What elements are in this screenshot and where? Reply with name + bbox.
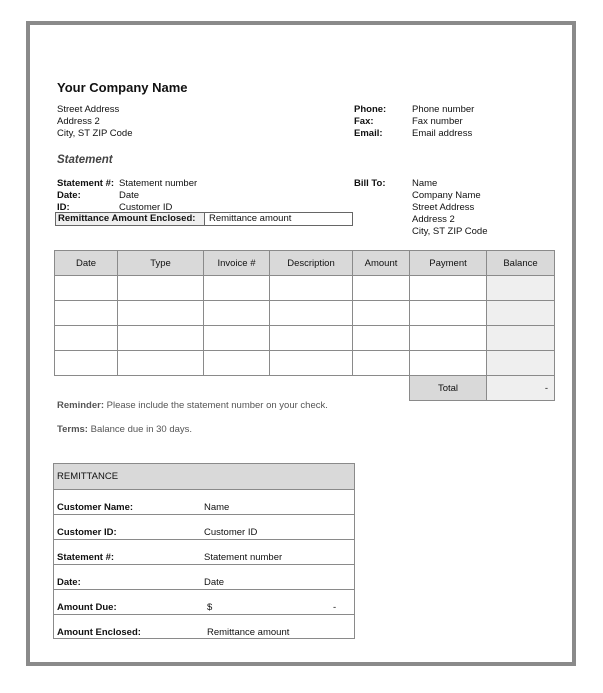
- statement-date-value: Date: [119, 190, 140, 201]
- email-value: Email address: [412, 128, 473, 139]
- remittance-label: Statement #:: [57, 552, 115, 563]
- table-row: [55, 301, 555, 326]
- fax-label: Fax:: [354, 116, 374, 127]
- remittance-label: Customer Name:: [57, 502, 134, 513]
- remittance-label: Date:: [57, 577, 81, 588]
- remittance-value[interactable]: Customer ID: [204, 527, 258, 538]
- statement-number-label: Statement #:: [57, 178, 115, 189]
- remittance-label: Amount Enclosed:: [57, 627, 141, 638]
- col-header-type: Type: [118, 251, 204, 276]
- company-street: Street Address: [57, 104, 120, 115]
- table-cell[interactable]: [410, 276, 487, 301]
- statement-table: [54, 250, 555, 401]
- remittance-header: REMITTANCE: [54, 464, 354, 490]
- col-header-description: Description: [270, 251, 353, 276]
- col-header-amount: Amount: [353, 251, 410, 276]
- fax-value: Fax number: [412, 116, 463, 127]
- phone-label: Phone:: [354, 104, 387, 115]
- terms-label: Terms:: [57, 424, 88, 435]
- col-header-payment: Payment: [410, 251, 487, 276]
- remittance-enclosed-field[interactable]: [55, 212, 353, 226]
- table-cell[interactable]: [410, 326, 487, 351]
- terms-text: Balance due in 30 days.: [87, 424, 193, 435]
- statement-date-label: Date:: [57, 190, 81, 201]
- table-cell[interactable]: [55, 326, 118, 351]
- remittance-row-customer-id: [54, 515, 354, 540]
- remittance-enclosed-label: Remittance Amount Enclosed:: [56, 213, 205, 225]
- phone-value: Phone number: [412, 104, 475, 115]
- remittance-value[interactable]: Date: [204, 577, 225, 588]
- terms-note: [57, 424, 192, 435]
- table-row: [55, 351, 555, 376]
- remittance-amount-dash: -: [333, 602, 337, 613]
- email-label: Email:: [354, 128, 383, 139]
- reminder-note: [57, 400, 328, 411]
- table-cell[interactable]: [204, 351, 270, 376]
- table-total-row: [55, 376, 555, 401]
- remittance-value[interactable]: Name: [204, 502, 230, 513]
- remittance-row-customer-name: [54, 490, 354, 515]
- table-cell[interactable]: [204, 326, 270, 351]
- table-cell[interactable]: [270, 276, 353, 301]
- table-cell[interactable]: [118, 326, 204, 351]
- table-cell[interactable]: [118, 301, 204, 326]
- table-header-row: [55, 251, 555, 276]
- table-cell[interactable]: [55, 276, 118, 301]
- company-city: City, ST ZIP Code: [57, 128, 133, 139]
- statement-number-value: Statement number: [119, 178, 198, 189]
- table-cell[interactable]: [118, 276, 204, 301]
- table-cell[interactable]: [270, 301, 353, 326]
- statement-id-value: Customer ID: [119, 202, 173, 213]
- remittance-value[interactable]: Remittance amount: [207, 627, 290, 638]
- document-page: [26, 21, 576, 666]
- remittance-value[interactable]: $: [207, 602, 213, 613]
- table-cell[interactable]: [410, 351, 487, 376]
- bill-to-address2: Address 2: [412, 214, 455, 225]
- bill-to-label: Bill To:: [354, 178, 386, 189]
- table-cell[interactable]: [55, 351, 118, 376]
- table-cell-balance: [487, 301, 555, 326]
- table-cell[interactable]: [270, 326, 353, 351]
- table-cell[interactable]: [410, 301, 487, 326]
- total-label: Total: [410, 376, 487, 401]
- reminder-label: Reminder:: [57, 400, 104, 411]
- remittance-slip: [53, 463, 355, 639]
- remittance-row-date: [54, 565, 354, 590]
- total-value: -: [487, 376, 555, 401]
- table-cell[interactable]: [204, 301, 270, 326]
- table-cell[interactable]: [353, 276, 410, 301]
- remittance-enclosed-value: Remittance amount: [209, 213, 292, 224]
- company-name: Your Company Name: [57, 80, 188, 95]
- remittance-row-statement-number: [54, 540, 354, 565]
- table-cell-balance: [487, 276, 555, 301]
- company-address2: Address 2: [57, 116, 100, 127]
- table-row: [55, 326, 555, 351]
- remittance-label: Amount Due:: [57, 602, 117, 613]
- bill-to-company: Company Name: [412, 190, 481, 201]
- statement-id-label: ID:: [57, 202, 70, 213]
- remittance-row-amount-enclosed: [54, 615, 354, 639]
- table-cell[interactable]: [270, 351, 353, 376]
- table-cell[interactable]: [353, 351, 410, 376]
- bill-to-street: Street Address: [412, 202, 475, 213]
- bill-to-city: City, ST ZIP Code: [412, 226, 488, 237]
- col-header-date: Date: [55, 251, 118, 276]
- bill-to-name: Name: [412, 178, 438, 189]
- table-row: [55, 276, 555, 301]
- table-cell[interactable]: [118, 351, 204, 376]
- table-cell-balance: [487, 326, 555, 351]
- table-cell[interactable]: [353, 326, 410, 351]
- reminder-text: Please include the statement number on your check.: [103, 400, 328, 411]
- table-cell[interactable]: [55, 301, 118, 326]
- col-header-balance: Balance: [487, 251, 555, 276]
- statement-title: Statement: [57, 154, 113, 166]
- remittance-label: Customer ID:: [57, 527, 117, 538]
- table-cell-balance: [487, 351, 555, 376]
- table-cell[interactable]: [353, 301, 410, 326]
- table-cell[interactable]: [204, 276, 270, 301]
- col-header-invoice: Invoice #: [204, 251, 270, 276]
- remittance-value[interactable]: Statement number: [204, 552, 283, 563]
- table-spacer: [55, 376, 410, 401]
- remittance-row-amount-due: [54, 590, 354, 615]
